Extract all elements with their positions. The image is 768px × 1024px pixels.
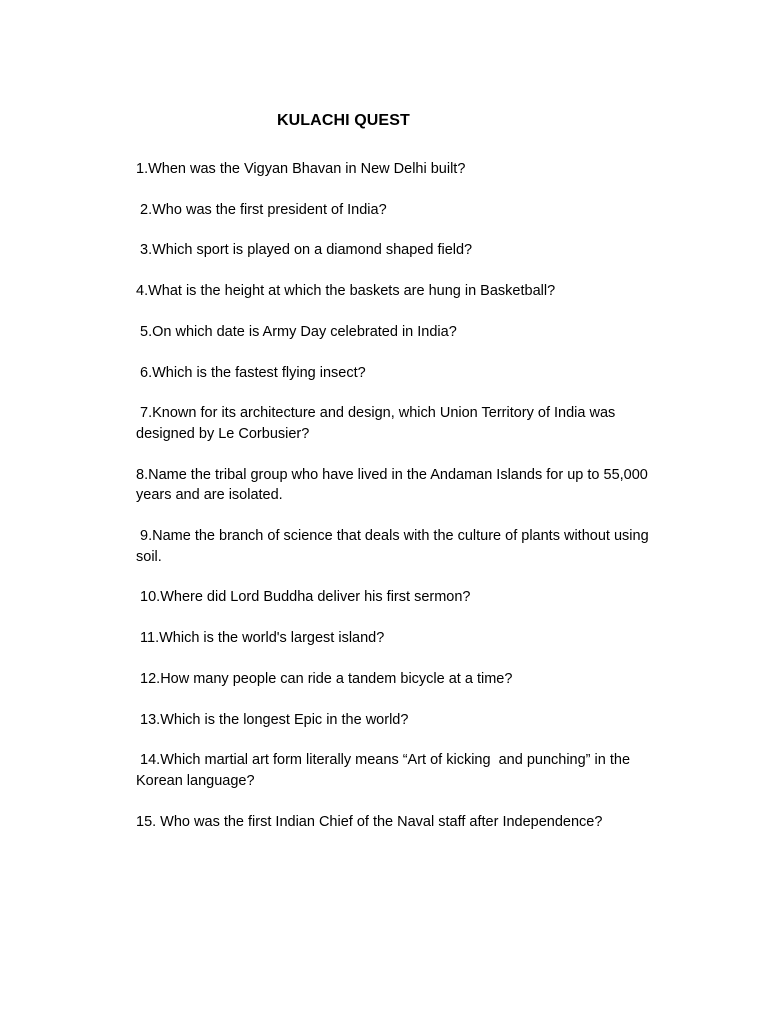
- question-item: 6.Which is the fastest flying insect?: [136, 364, 366, 381]
- question-item: 15. Who was the first Indian Chief of the Naval staff after Independence?: [136, 813, 603, 830]
- question-item: 8.Name the tribal group who have lived in the Andaman Islands for up to 55,000 years and are isolated.: [136, 466, 652, 504]
- question-item: 9.Name the branch of science that deals with the culture of plants without using soil.: [136, 528, 653, 565]
- question-list: [136, 159, 676, 852]
- question-item: 5.On which date is Army Day celebrated in India?: [136, 323, 457, 340]
- question-item: 14.Which martial art form literally means “Art of kicking and punching” in the Korean language?: [136, 752, 635, 789]
- question-item: 12.How many people can ride a tandem bicycle at a time?: [136, 670, 513, 687]
- question-item: 10.Where did Lord Buddha deliver his first sermon?: [136, 589, 471, 606]
- question-item: 13.Which is the longest Epic in the world?: [136, 711, 409, 728]
- question-item: 3.Which sport is played on a diamond shaped field?: [136, 242, 473, 259]
- question-item: 7.Known for its architecture and design, which Union Territory of India was designed by Le Corbusier?: [136, 405, 620, 442]
- question-item: 11.Which is the world's largest island?: [136, 630, 385, 647]
- question-item: 4.What is the height at which the baskets are hung in Basketball?: [136, 283, 556, 300]
- question-item: 2.Who was the first president of India?: [136, 201, 387, 218]
- document-title: KULACHI QUEST: [277, 112, 410, 129]
- question-item: 1.When was the Vigyan Bhavan in New Delhi built?: [136, 161, 466, 177]
